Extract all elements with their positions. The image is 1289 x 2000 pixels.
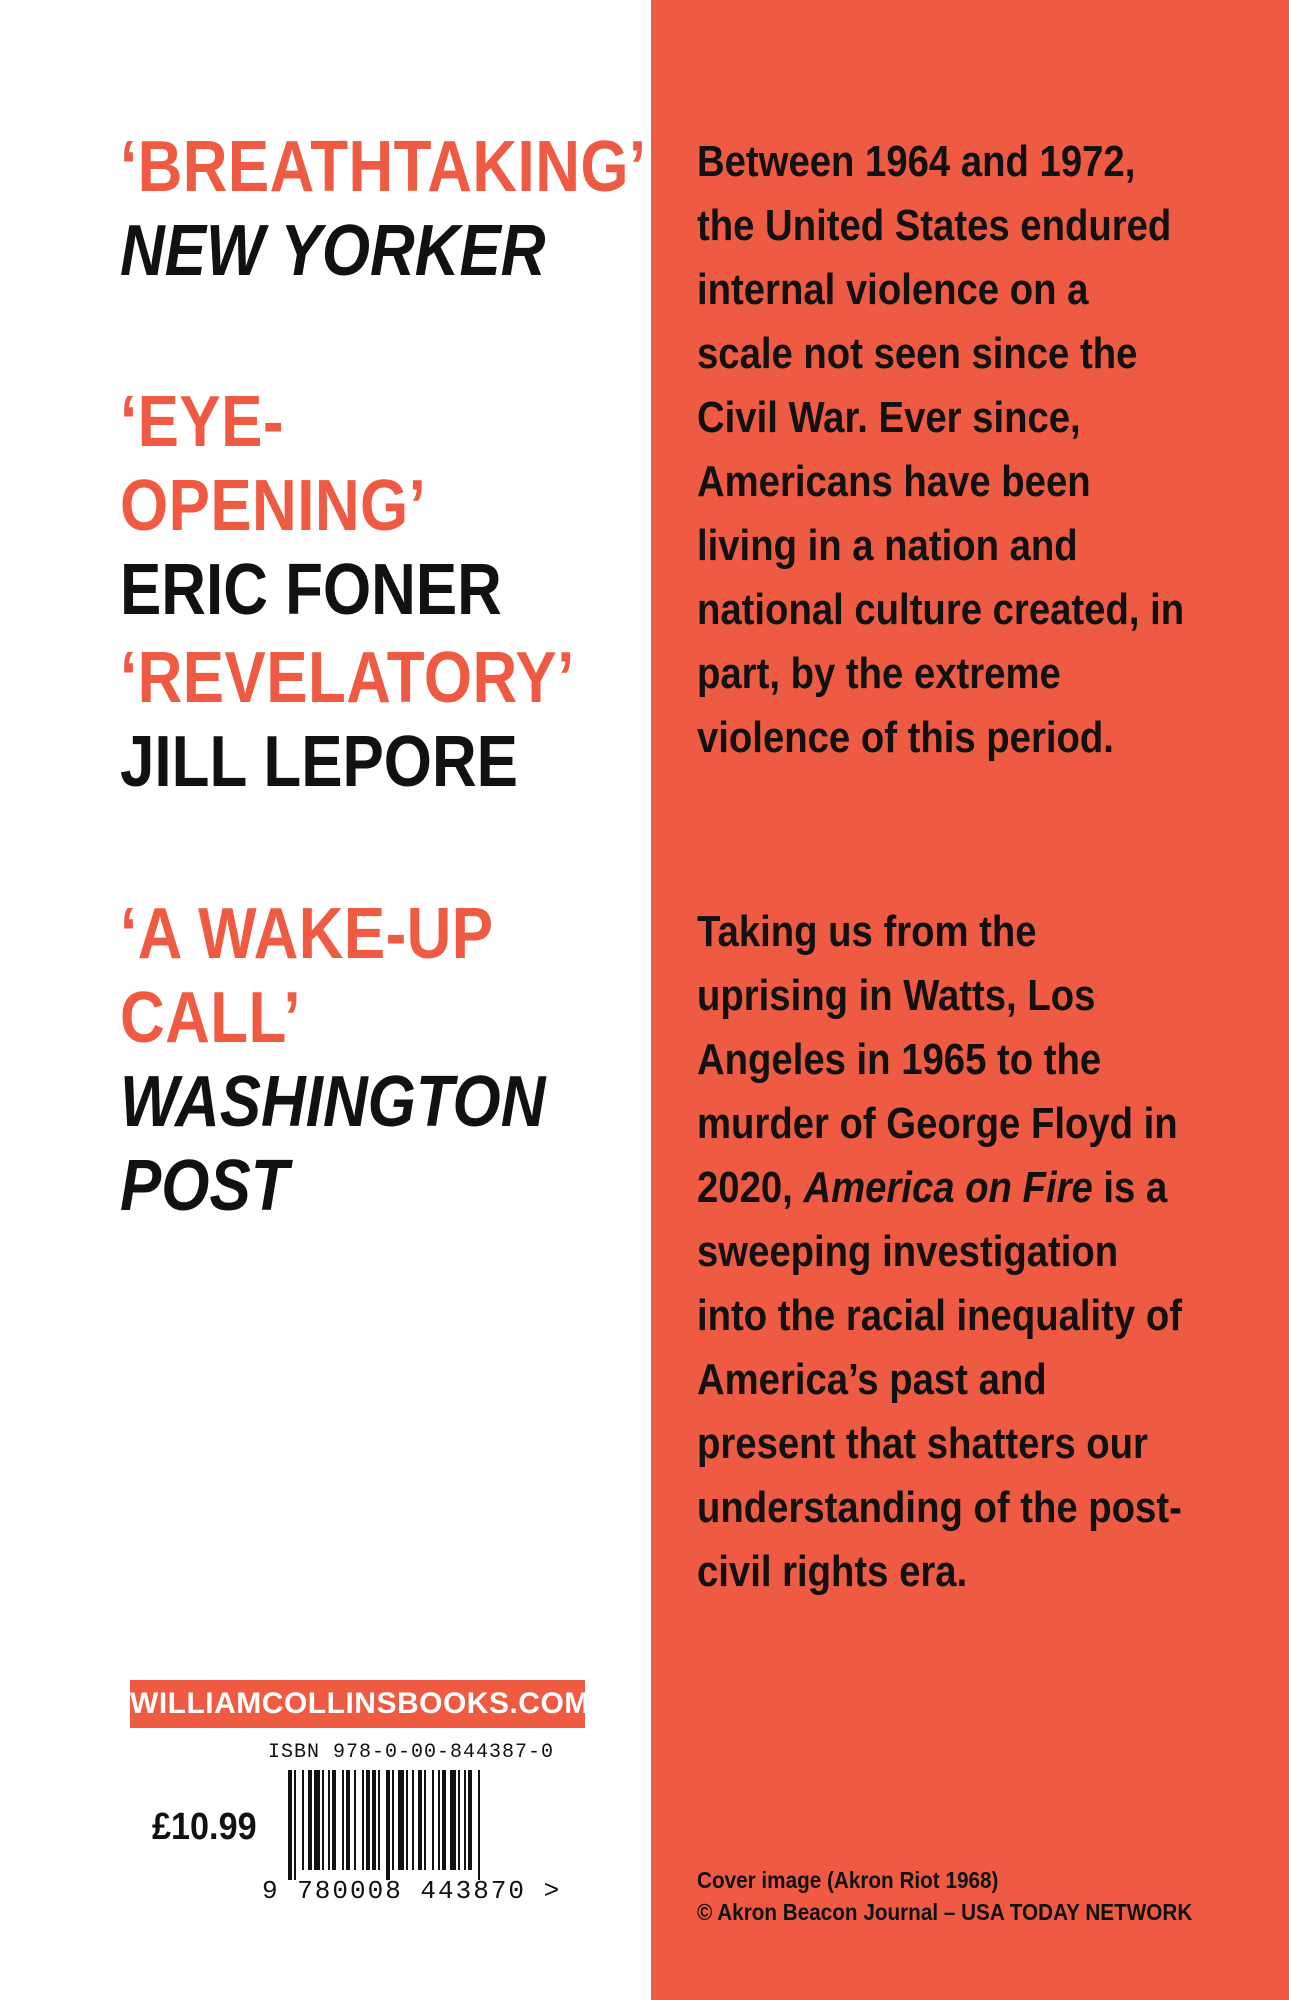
- barcode-bar: [314, 1770, 320, 1870]
- quote-source: NEW YORKER: [120, 211, 546, 291]
- quote-source: ERIC FONER: [120, 550, 502, 630]
- quote-text: ‘BREATHTAKING’: [120, 127, 647, 207]
- blurb-paragraph-1: [697, 130, 1184, 770]
- barcode-bar: [450, 1770, 456, 1870]
- quote-revelatory: [120, 636, 640, 804]
- price-label: £10.99: [152, 1806, 257, 1848]
- blurb-text: [697, 900, 1184, 1604]
- barcode-bar: [322, 1770, 324, 1870]
- blurb-text-start: Taking us from the uprising in Watts, Los Angeles in 1965 to the murder of George Floyd in 2020,: [697, 907, 1178, 1212]
- isbn-label: ISBN 978-0-00-844387-0: [268, 1741, 555, 1764]
- blurb-text: Between 1964 and 1972, the United States endured internal violence on a scale not seen since the Civil War. Ever since, Americans have been living in a nation and national culture created, in part, by the extreme violence of this period.: [697, 137, 1185, 762]
- barcode-bar: [398, 1770, 404, 1870]
- barcode-bar: [302, 1770, 304, 1870]
- barcode-bar: [346, 1770, 350, 1870]
- barcode-bar: [412, 1770, 414, 1870]
- blurb-paragraph-2: [697, 900, 1184, 1604]
- quote-source: WASHINGTON POST: [120, 1062, 546, 1226]
- barcode-bar: [332, 1770, 336, 1870]
- barcode-bar: [378, 1770, 380, 1870]
- barcode-bar: [406, 1770, 408, 1870]
- cover-credit: [697, 1864, 1201, 1928]
- barcode-bar: [294, 1770, 296, 1880]
- publisher-website[interactable]: WILLIAMCOLLINSBOOKS.COM: [130, 1680, 585, 1728]
- barcode-bar: [468, 1770, 472, 1870]
- barcode-bar: [362, 1770, 364, 1870]
- barcode-bar: [308, 1770, 312, 1870]
- barcode-bar: [438, 1770, 440, 1870]
- barcode-bar: [386, 1770, 390, 1880]
- quote-source: JILL LEPORE: [120, 722, 518, 802]
- barcode-icon: [262, 1770, 582, 1880]
- barcode-bar: [288, 1770, 292, 1880]
- quote-text: ‘REVELATORY’: [120, 638, 575, 718]
- barcode-bar: [354, 1770, 356, 1870]
- barcode-bar: [464, 1770, 466, 1870]
- barcode-bar: [424, 1770, 426, 1870]
- credit-line-1: Cover image (Akron Riot 1968): [697, 1867, 999, 1893]
- barcode-bar: [372, 1770, 376, 1870]
- barcode-bar: [478, 1770, 480, 1880]
- quote-eye-opening: [120, 380, 640, 632]
- barcode-bar: [442, 1770, 446, 1870]
- barcode-bar: [342, 1770, 344, 1870]
- barcode-bar: [328, 1770, 330, 1870]
- barcode-bar: [366, 1770, 370, 1870]
- barcode-bar: [418, 1770, 422, 1870]
- quote-text: ‘EYE-OPENING’: [120, 382, 427, 546]
- barcode-bar: [392, 1770, 394, 1870]
- quote-wake-up-call: [120, 892, 640, 1228]
- blurb-text-end: is a sweeping investigation into the racial inequality of America’s past and present that shatters our understanding of the post-civil rights era.: [697, 1163, 1182, 1596]
- quote-breathtaking: [120, 125, 647, 293]
- barcode-digits: 9 780008 443870 >: [262, 1876, 562, 1906]
- quote-text: ‘A WAKE-UP CALL’: [120, 894, 494, 1058]
- barcode-bar: [458, 1770, 460, 1870]
- credit-line-2: © Akron Beacon Journal – USA TODAY NETWORK: [697, 1899, 1193, 1925]
- book-title: America on Fire: [803, 1163, 1093, 1212]
- barcode-bar: [432, 1770, 434, 1870]
